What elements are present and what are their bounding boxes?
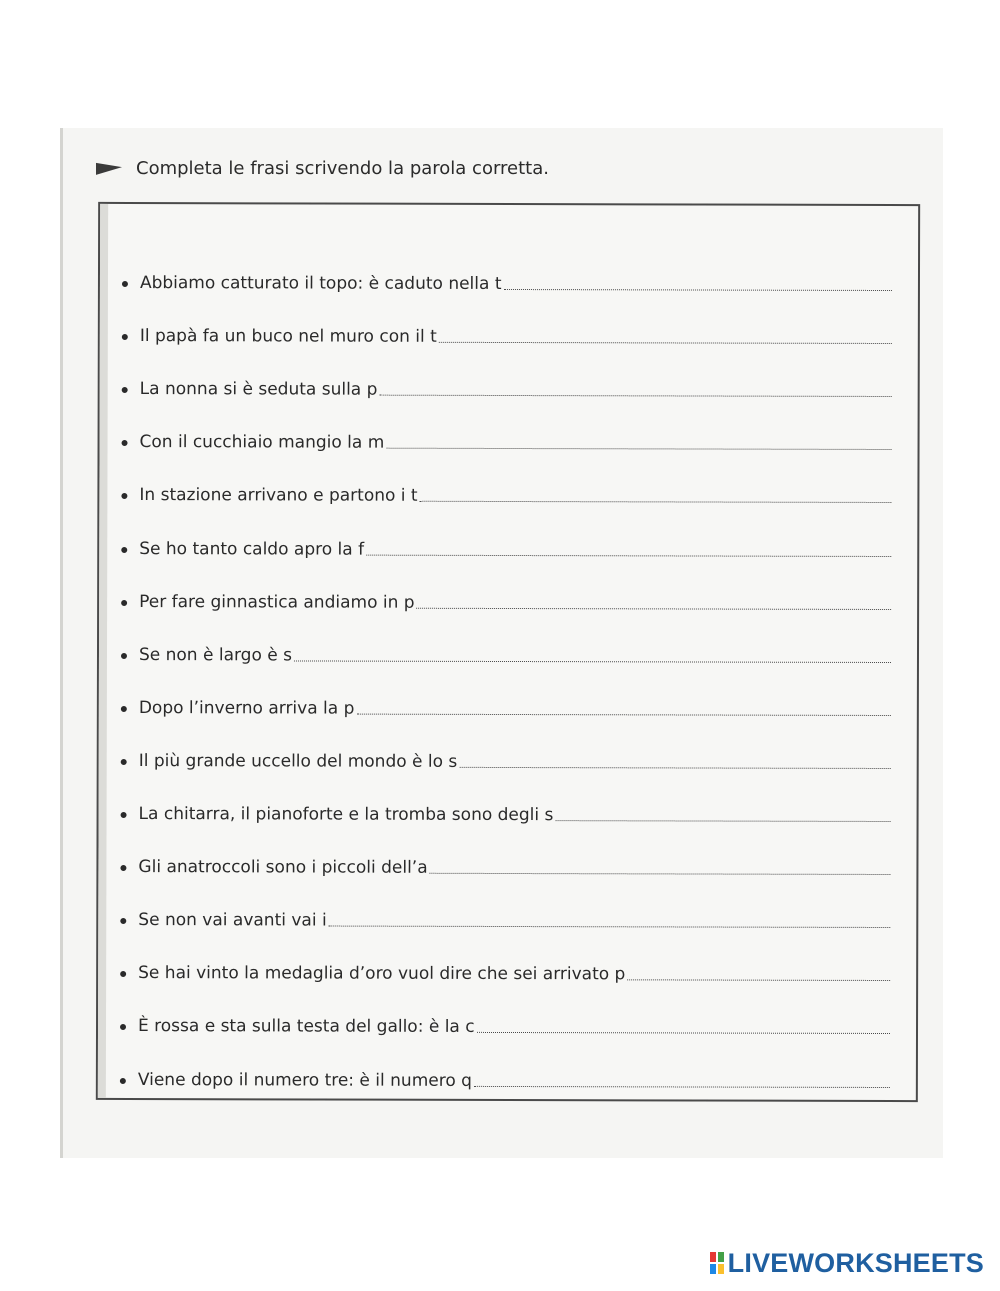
sentence-item <box>120 983 890 1038</box>
sentence-item <box>121 665 891 720</box>
sentence-text: Dopo l’inverno arriva la p <box>138 697 355 719</box>
sentence-item <box>121 505 891 560</box>
bullet-icon <box>121 812 127 818</box>
logo-square <box>710 1252 716 1262</box>
answer-field[interactable] <box>417 607 892 609</box>
sentence-item <box>121 559 891 614</box>
sentence-text: È rossa e sta sulla testa del gallo: è la c <box>137 1016 475 1038</box>
sentence-text: Viene dopo il numero tre: è il numero q <box>137 1069 472 1091</box>
bullet-icon <box>122 281 128 287</box>
answer-field[interactable] <box>356 713 890 715</box>
sentence-item <box>121 718 891 773</box>
box-edge-shadow <box>98 204 108 1098</box>
logo-square <box>718 1252 724 1262</box>
sentence-item <box>122 399 892 454</box>
sentence-item <box>121 452 891 507</box>
bullet-icon <box>120 865 126 871</box>
logo-mark-icon <box>710 1252 724 1274</box>
bullet-icon <box>120 1024 126 1030</box>
exercise-box <box>96 202 920 1102</box>
logo-text: LIVEWORKSHEETS <box>727 1247 984 1278</box>
sentence-item <box>120 930 890 985</box>
sentence-item <box>122 293 892 348</box>
answer-field[interactable] <box>503 289 891 291</box>
sentence-item <box>121 771 891 826</box>
sentence-text: Il papà fa un buco nel muro con il t <box>139 326 437 348</box>
answer-field[interactable] <box>477 1032 890 1034</box>
bullet-icon <box>120 971 126 977</box>
bullet-icon <box>121 493 127 499</box>
answer-field[interactable] <box>439 342 892 344</box>
instruction-text: Completa le frasi scrivendo la parola corretta. <box>136 157 549 179</box>
sentence-text: La nonna si è seduta sulla p <box>139 379 378 400</box>
bullet-icon <box>122 440 128 446</box>
bullet-icon <box>122 387 128 393</box>
answer-field[interactable] <box>379 395 891 397</box>
answer-field[interactable] <box>329 926 891 928</box>
sentence-text: Se hai vinto la medaglia d’oro vuol dire che sei arrivato p <box>138 963 626 985</box>
sentence-list <box>120 240 892 1092</box>
answer-field[interactable] <box>366 554 891 556</box>
answer-field[interactable] <box>474 1085 890 1087</box>
logo-square <box>718 1264 724 1274</box>
bullet-icon <box>121 653 127 659</box>
liveworksheets-logo <box>710 1249 984 1277</box>
sentence-text: Il più grande uccello del mondo è lo s <box>138 750 458 772</box>
sentence-text: Abbiamo catturato il topo: è caduto nella t <box>139 273 502 295</box>
sentence-item <box>122 240 892 295</box>
answer-field[interactable] <box>627 980 890 982</box>
arrow-icon <box>96 161 122 175</box>
instruction-heading <box>96 152 549 184</box>
logo-square <box>710 1264 716 1274</box>
bullet-icon <box>121 759 127 765</box>
answer-field[interactable] <box>459 767 890 769</box>
bullet-icon <box>121 706 127 712</box>
sentence-item <box>120 877 890 932</box>
sentence-item <box>120 1036 890 1091</box>
bullet-icon <box>122 334 128 340</box>
sentence-text: In stazione arrivano e partono i t <box>139 485 418 507</box>
sentence-text: Se non è largo è s <box>138 644 293 666</box>
answer-field[interactable] <box>430 873 891 875</box>
sentence-text: Per fare ginnastica andiamo in p <box>139 591 415 613</box>
sentence-item <box>121 612 891 667</box>
sentence-text: Con il cucchiaio mangio la m <box>139 432 385 454</box>
answer-field[interactable] <box>386 448 891 450</box>
sentence-text: Gli anatroccoli sono i piccoli dell’a <box>138 857 428 878</box>
bullet-icon <box>120 1077 126 1083</box>
answer-field[interactable] <box>420 501 892 503</box>
answer-field[interactable] <box>294 660 891 663</box>
answer-field[interactable] <box>555 820 890 822</box>
bullet-icon <box>121 547 127 553</box>
sentence-text: Se ho tanto caldo apro la f <box>139 538 365 560</box>
sentence-item <box>122 346 892 401</box>
sentence-text: Se non vai avanti vai i <box>138 910 327 931</box>
sentence-item <box>120 824 890 879</box>
sentence-text: La chitarra, il pianoforte e la tromba sono degli s <box>138 804 554 826</box>
bullet-icon <box>120 918 126 924</box>
bullet-icon <box>121 600 127 606</box>
